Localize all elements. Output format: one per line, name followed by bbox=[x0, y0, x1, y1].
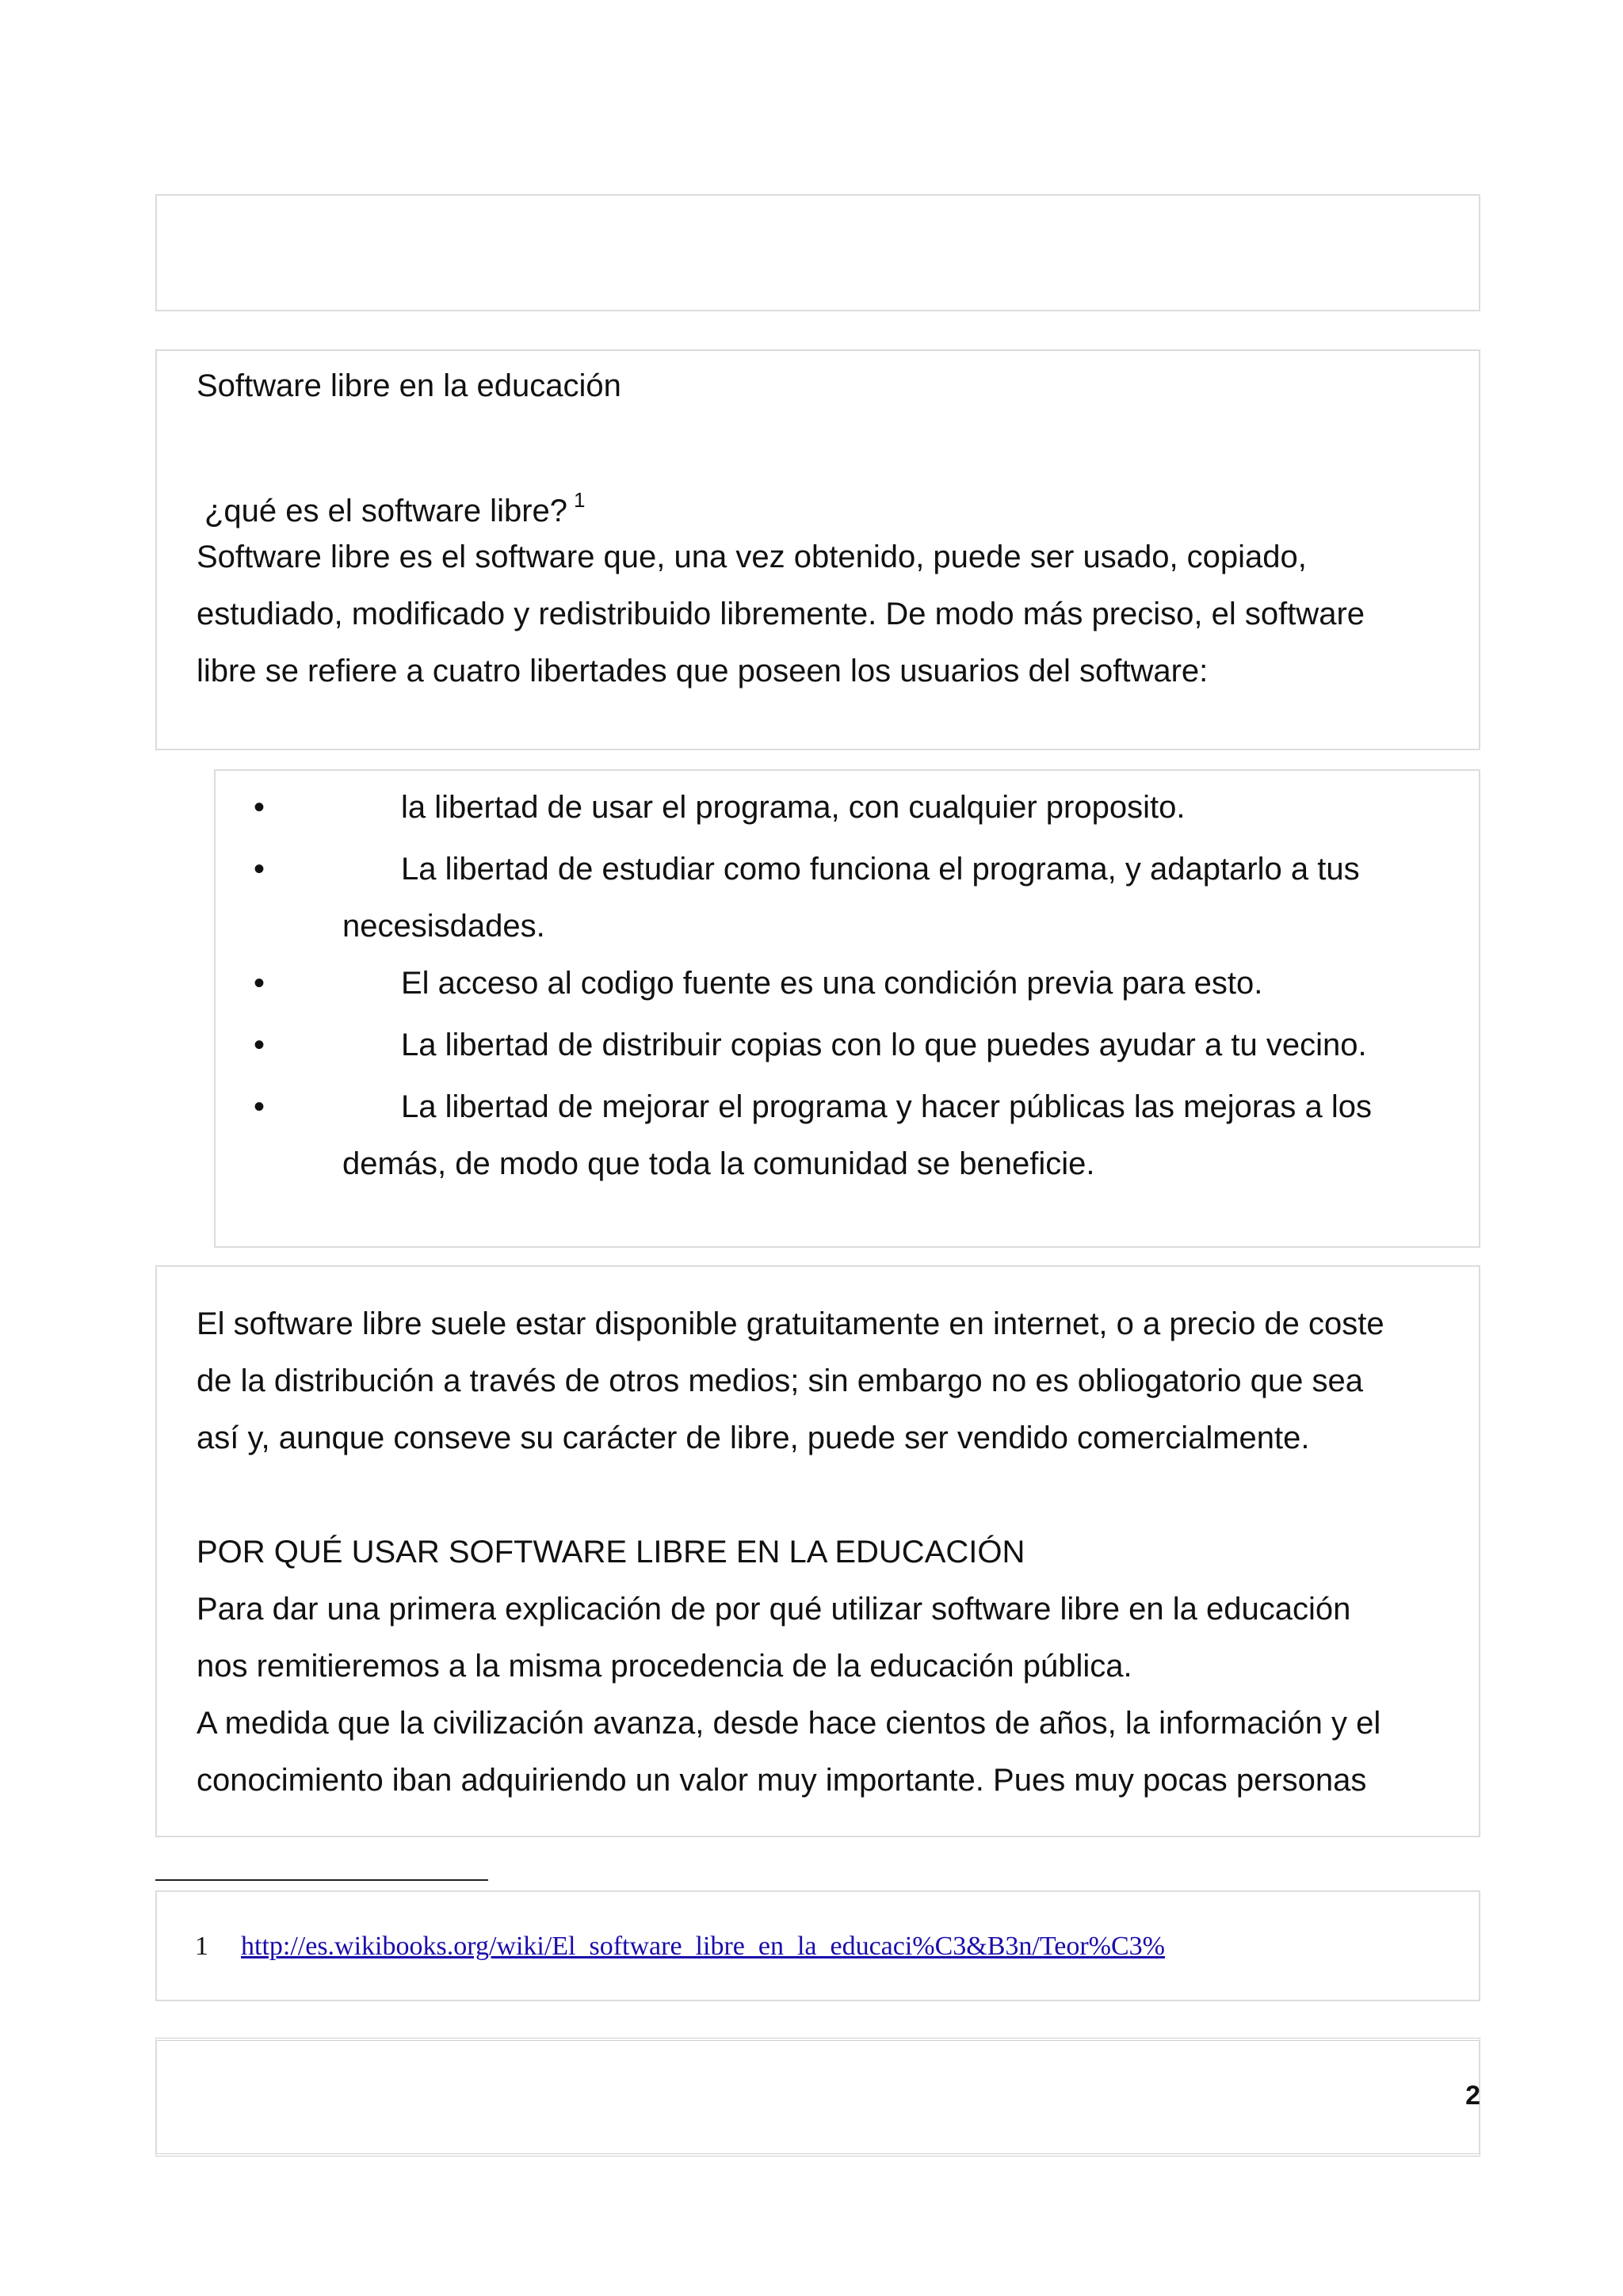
footnote-ref[interactable]: 1 bbox=[574, 488, 586, 512]
footer-box bbox=[155, 2038, 1480, 2157]
question-text: ¿qué es el software libre? bbox=[204, 494, 568, 528]
list-item bbox=[254, 841, 1442, 898]
list-item-text: La libertad de estudiar como funciona el programa, y adaptarlo a tus bbox=[401, 852, 1360, 887]
bullet-marker: • bbox=[254, 852, 265, 887]
body-line: A medida que la civilización avanza, desde hace cientos de años, la información y el bbox=[197, 1706, 1381, 1741]
body-line: El software libre suele estar disponible gratuitamente en internet, o a precio de coste bbox=[197, 1306, 1384, 1341]
list-item-text: La libertad de distribuir copias con lo que puedes ayudar a tu vecino. bbox=[401, 1028, 1367, 1062]
header-box bbox=[155, 194, 1480, 311]
page-number: 2 bbox=[1465, 2081, 1480, 2111]
bullet-marker: • bbox=[254, 1089, 265, 1124]
body-line: Para dar una primera explicación de por qué utilizar software libre en la educación bbox=[197, 1592, 1351, 1627]
intro-line: Software libre es el software que, una vez obtenido, puede ser usado, copiado, bbox=[197, 540, 1307, 574]
body-line: nos remitieremos a la misma procedencia de la educación pública. bbox=[197, 1649, 1132, 1684]
freedoms-list bbox=[214, 769, 1480, 1248]
list-item-text: la libertad de usar el programa, con cualquier proposito. bbox=[401, 790, 1186, 825]
list-item-text: El acceso al codigo fuente es una condición previa para esto. bbox=[401, 966, 1263, 1001]
bullet-marker: • bbox=[254, 966, 265, 1001]
list-item bbox=[254, 1016, 1442, 1074]
list-item-text: necesisdades. bbox=[342, 909, 545, 944]
section-heading: POR QUÉ USAR SOFTWARE LIBRE EN LA EDUCACIÓN bbox=[197, 1535, 1025, 1569]
intro-section bbox=[155, 349, 1480, 750]
intro-line: libre se refiere a cuatro libertades que poseen los usuarios del software: bbox=[197, 654, 1209, 688]
body-line: de la distribución a través de otros medios; sin embargo no es obliogatorio que sea bbox=[197, 1363, 1363, 1398]
list-item-text: La libertad de mejorar el programa y hacer públicas las mejoras a los bbox=[401, 1089, 1373, 1124]
bullet-marker: • bbox=[254, 1028, 265, 1062]
list-item-text: demás, de modo que toda la comunidad se beneficie. bbox=[342, 1146, 1095, 1181]
list-item-continuation bbox=[254, 898, 1442, 955]
body-line: conocimiento iban adquiriendo un valor muy importante. Pues muy pocas personas bbox=[197, 1763, 1367, 1798]
footnote-link[interactable]: http://es.wikibooks.org/wiki/El_software_libre_en_la_educaci%C3&B3n/Teor%C3% bbox=[241, 1932, 1165, 1961]
intro-line: estudiado, modificado y redistribuido libremente. De modo más preciso, el software bbox=[197, 597, 1365, 631]
section-title: Software libre en la educación bbox=[197, 368, 621, 403]
list-item bbox=[254, 779, 1442, 836]
body-line: así y, aunque conseve su carácter de libre, puede ser vendido comercialmente. bbox=[197, 1421, 1310, 1455]
list-item bbox=[254, 955, 1442, 1012]
footnote-number: 1 bbox=[195, 1932, 208, 1961]
list-item-continuation bbox=[254, 1135, 1442, 1192]
bullet-marker: • bbox=[254, 790, 265, 825]
list-item bbox=[254, 1078, 1442, 1135]
footnote-separator bbox=[155, 1879, 488, 1881]
main-section bbox=[155, 1265, 1480, 1837]
